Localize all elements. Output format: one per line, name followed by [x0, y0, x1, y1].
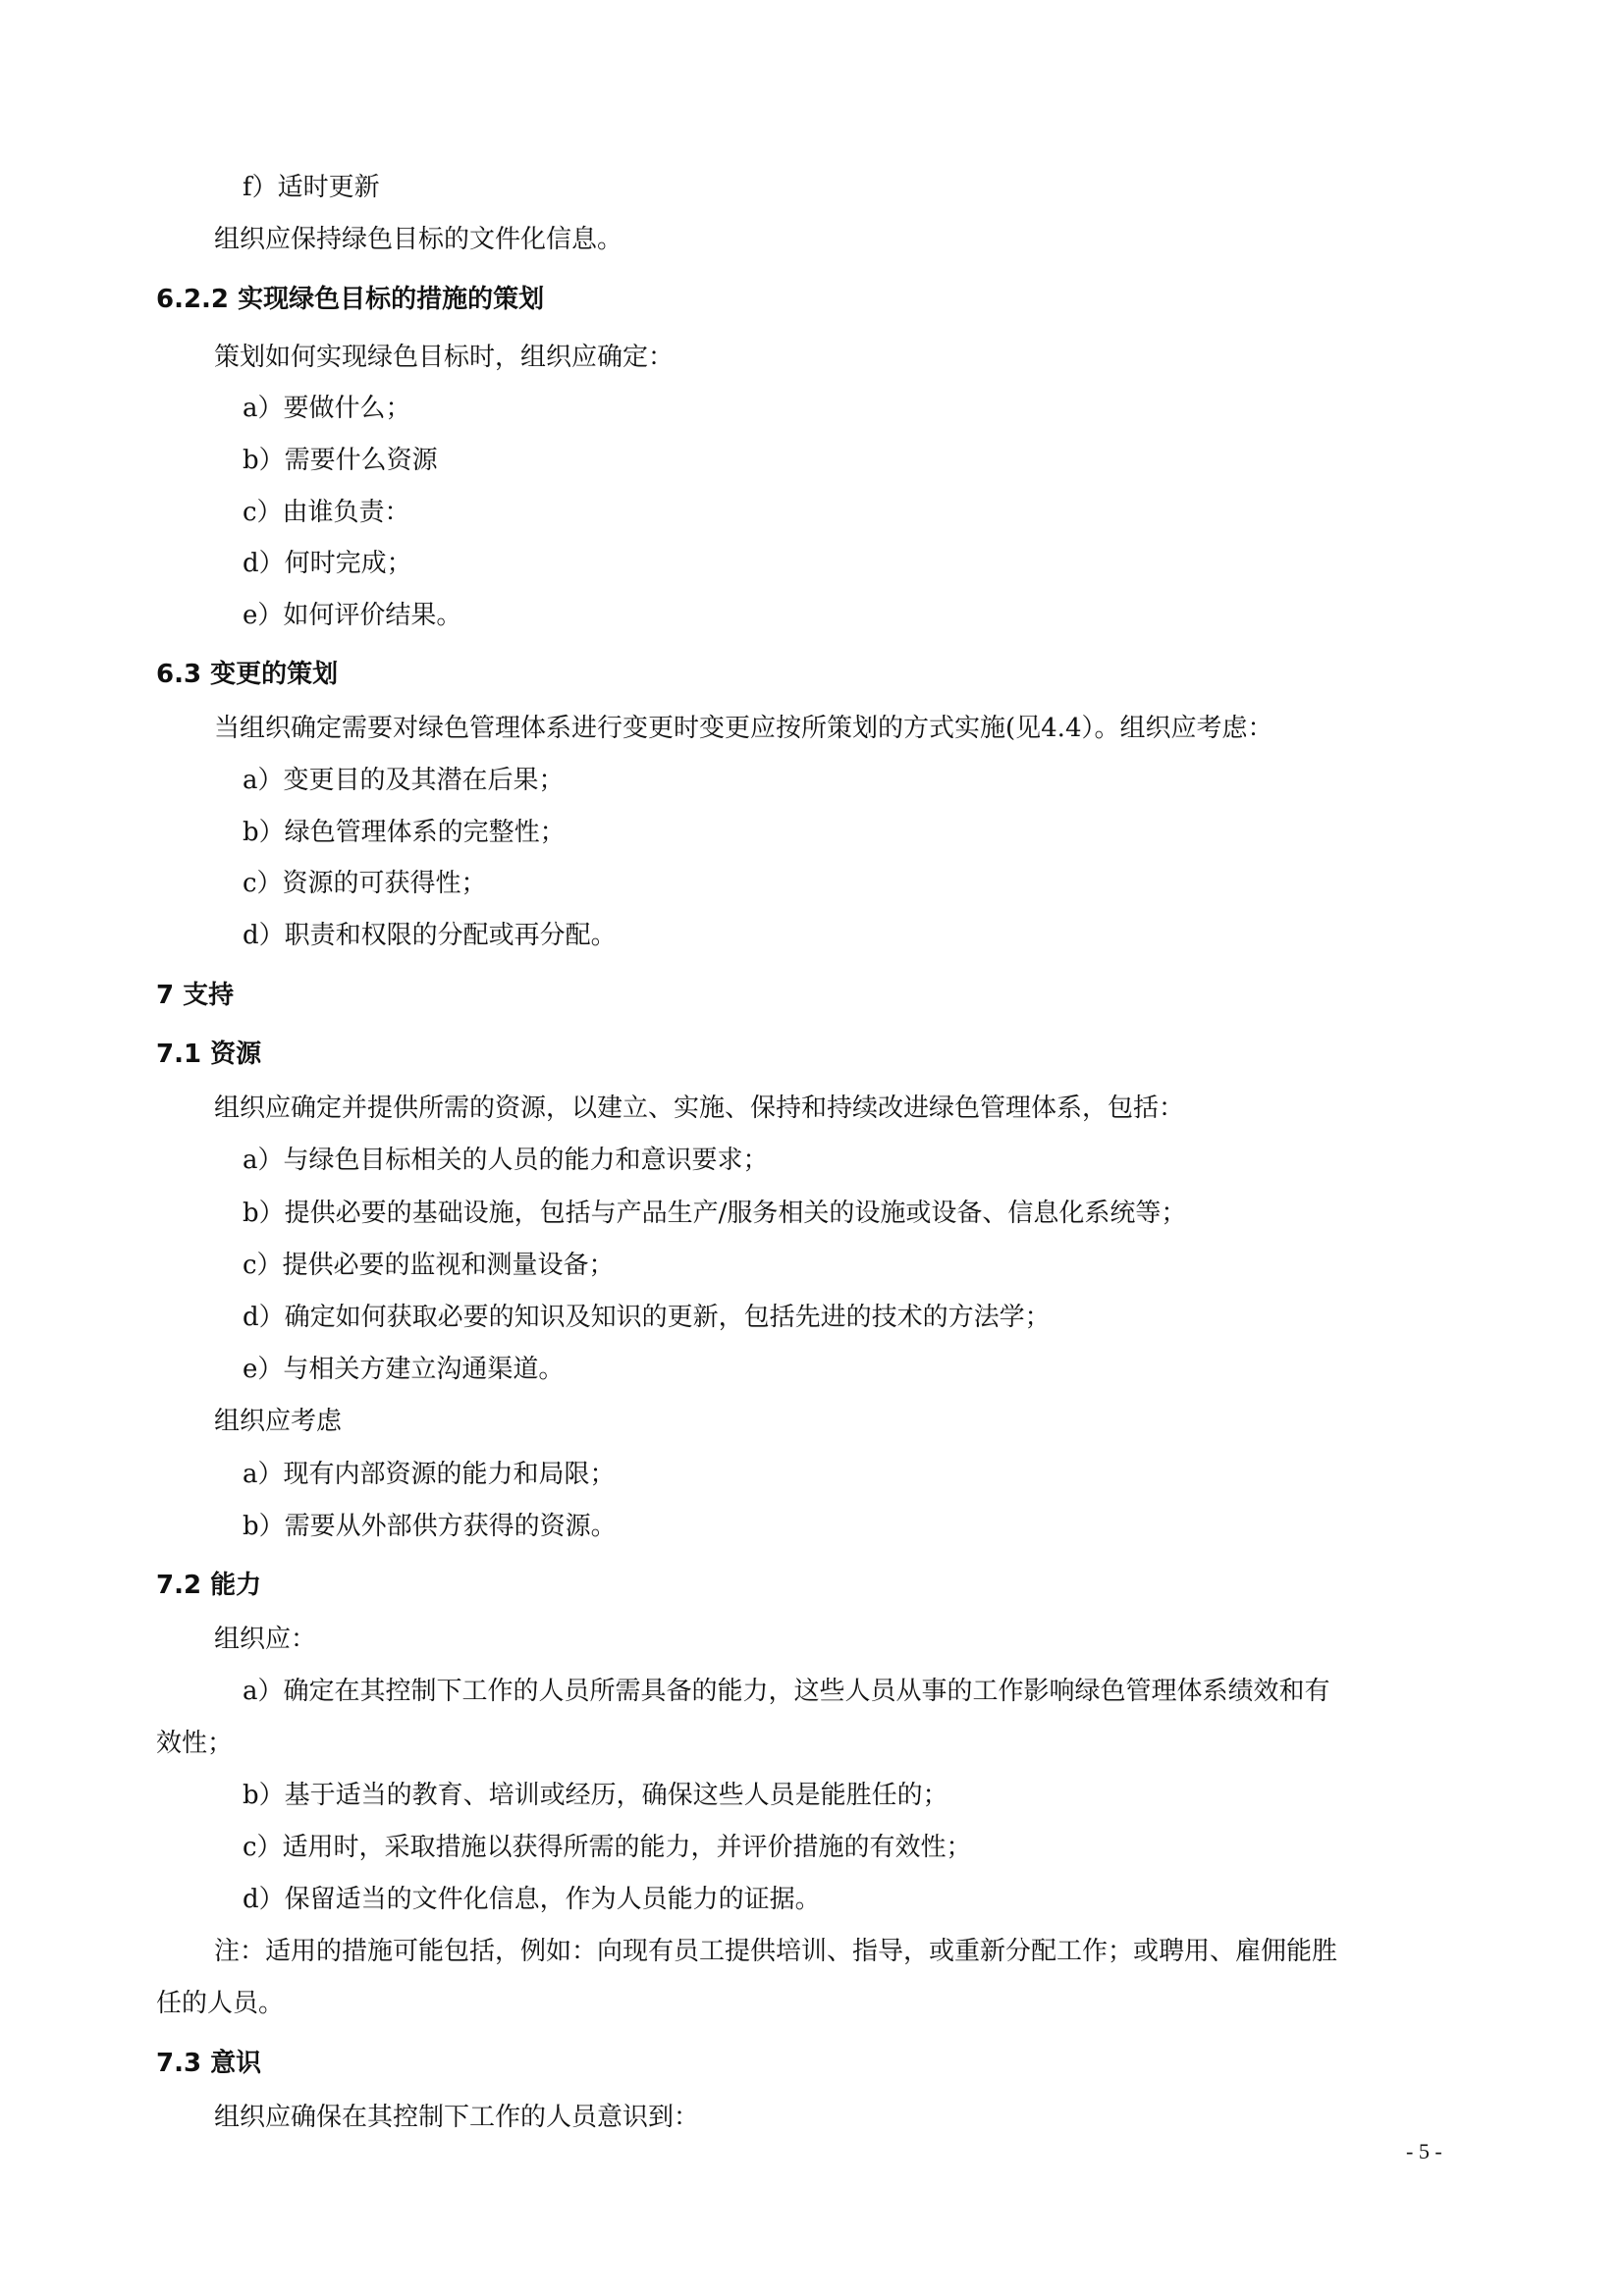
- section-heading-6-3: 6.3 变更的策划: [156, 660, 339, 689]
- list-item: a）确定在其控制下工作的人员所需具备的能力，这些人员从事的工作影响绿色管理体系绩效和有: [243, 1677, 1330, 1706]
- list-item: b）提供必要的基础设施，包括与产品生产/服务相关的设施或设备、信息化系统等；: [243, 1199, 1187, 1228]
- paragraph: 组织应考虑: [214, 1407, 343, 1436]
- section-heading-7-3: 7.3 意识: [156, 2049, 262, 2078]
- list-item: b）基于适当的教育、培训或经历，确保这些人员是能胜任的；: [243, 1781, 948, 1810]
- list-item: f）适时更新: [243, 173, 380, 202]
- list-item: c）资源的可获得性；: [243, 869, 487, 898]
- paragraph: 当组织确定需要对绿色管理体系进行变更时变更应按所策划的方式实施(见4.4）。组织应考虑：: [214, 714, 1273, 743]
- paragraph: 组织应保持绿色目标的文件化信息。: [214, 225, 623, 254]
- list-item: e）与相关方建立沟通渠道。: [243, 1355, 565, 1384]
- list-item: a）要做什么；: [243, 394, 411, 423]
- paragraph: 组织应确定并提供所需的资源，以建立、实施、保持和持续改进绿色管理体系，包括：: [214, 1094, 1185, 1123]
- list-item: a）变更目的及其潜在后果；: [243, 766, 565, 795]
- paragraph: 组织应确保在其控制下工作的人员意识到：: [214, 2103, 700, 2132]
- list-item: d）职责和权限的分配或再分配。: [243, 921, 617, 950]
- list-item: b）需要什么资源: [243, 446, 438, 475]
- section-heading-7: 7 支持: [156, 981, 235, 1010]
- note-continuation: 任的人员。: [156, 1989, 285, 2018]
- section-heading-7-1: 7.1 资源: [156, 1040, 262, 1069]
- section-heading-7-2: 7.2 能力: [156, 1571, 262, 1600]
- list-item: e）如何评价结果。: [243, 601, 462, 630]
- list-item-continuation: 效性；: [156, 1729, 234, 1758]
- page-number: - 5 -: [1406, 2139, 1442, 2163]
- list-item: b）绿色管理体系的完整性；: [243, 818, 566, 847]
- section-heading-6-2-2: 6.2.2 实现绿色目标的措施的策划: [156, 285, 545, 314]
- list-item: b）需要从外部供方获得的资源。: [243, 1512, 617, 1541]
- list-item: c）适用时，采取措施以获得所需的能力，并评价措施的有效性；: [243, 1833, 972, 1862]
- list-item: d）保留适当的文件化信息，作为人员能力的证据。: [243, 1885, 821, 1914]
- paragraph: 组织应：: [214, 1625, 317, 1654]
- list-item: d）确定如何获取必要的知识及知识的更新，包括先进的技术的方法学；: [243, 1303, 1051, 1332]
- list-item: a）现有内部资源的能力和局限；: [243, 1460, 616, 1489]
- paragraph: 策划如何实现绿色目标时，组织应确定：: [214, 343, 675, 372]
- list-item: d）何时完成；: [243, 549, 412, 578]
- note-paragraph: 注：适用的措施可能包括，例如：向现有员工提供培训、指导，或重新分配工作；或聘用、雇佣能胜: [214, 1937, 1338, 1966]
- list-item: c）由谁负责：: [243, 498, 410, 527]
- list-item: c）提供必要的监视和测量设备；: [243, 1251, 615, 1280]
- list-item: a）与绿色目标相关的人员的能力和意识要求；: [243, 1146, 769, 1175]
